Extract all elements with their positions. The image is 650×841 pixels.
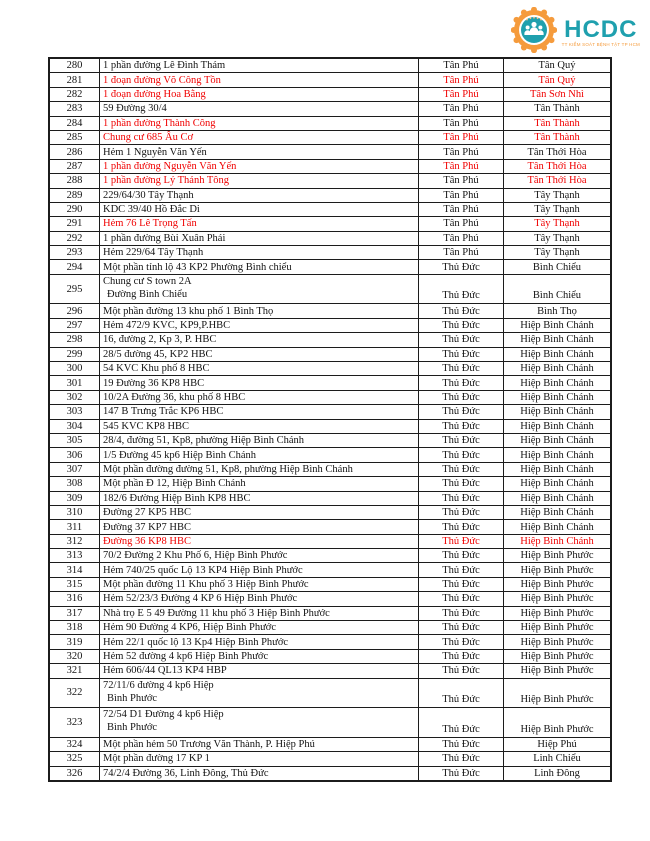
ward-cell: Hiệp Bình Chánh bbox=[504, 491, 612, 505]
row-number-cell: 302 bbox=[49, 390, 100, 404]
ward-cell: Linh Đông bbox=[504, 766, 612, 781]
row-number-cell: 290 bbox=[49, 202, 100, 216]
table-row bbox=[49, 621, 611, 635]
table-row bbox=[49, 477, 611, 491]
address-cell: Đường 37 KP7 HBC bbox=[100, 520, 419, 534]
row-number-cell: 284 bbox=[49, 116, 100, 130]
district-cell: Thủ Đức bbox=[419, 505, 504, 519]
address-line-1: Chung cư S town 2A bbox=[103, 275, 192, 287]
table-row bbox=[49, 491, 611, 505]
address-cell: 54 KVC Khu phố 8 HBC bbox=[100, 362, 419, 376]
ward-cell: Tân Sơn Nhì bbox=[504, 87, 612, 101]
district-cell: Thủ Đức bbox=[419, 606, 504, 620]
table-row bbox=[49, 202, 611, 216]
row-number-cell: 317 bbox=[49, 606, 100, 620]
ward-cell: Hiệp Bình Chánh bbox=[504, 477, 612, 491]
district-cell: Thủ Đức bbox=[419, 405, 504, 419]
table-row bbox=[49, 260, 611, 274]
address-cell: 28/4, đường 51, Kp8, phường Hiệp Bình Chánh bbox=[100, 433, 419, 447]
ward-cell: Hiệp Bình Phước bbox=[504, 563, 612, 577]
table-row bbox=[49, 520, 611, 534]
district-cell: Tân Phú bbox=[419, 87, 504, 101]
table-row bbox=[49, 318, 611, 332]
row-number-cell: 294 bbox=[49, 260, 100, 274]
ward-cell: Tân Quý bbox=[504, 73, 612, 87]
ward-cell: Hiệp Bình Phước bbox=[504, 549, 612, 563]
hcdc-acronym: HCDC bbox=[564, 15, 638, 43]
row-number-cell: 311 bbox=[49, 520, 100, 534]
row-number-cell: 289 bbox=[49, 188, 100, 202]
address-cell: 1 phần đường Lý Thánh Tông bbox=[100, 174, 419, 188]
district-cell: Tân Phú bbox=[419, 188, 504, 202]
row-number-cell: 301 bbox=[49, 376, 100, 390]
table-row bbox=[49, 87, 611, 101]
table-row bbox=[49, 174, 611, 188]
address-cell: Một phần tỉnh lộ 43 KP2 Phường Bình chiểu bbox=[100, 260, 419, 274]
ward-cell: Hiệp Bình Phước bbox=[504, 621, 612, 635]
district-cell: Thủ Đức bbox=[419, 362, 504, 376]
ward-cell: Hiệp Bình Phước bbox=[504, 592, 612, 606]
ward-cell: Hiệp Bình Chánh bbox=[504, 534, 612, 548]
district-cell: Tân Phú bbox=[419, 246, 504, 260]
address-cell: Một phần Đ 12, Hiệp Bình Chánh bbox=[100, 477, 419, 491]
address-cell: 1 đoạn đường Võ Công Tồn bbox=[100, 73, 419, 87]
table-row bbox=[49, 433, 611, 447]
table-row bbox=[49, 102, 611, 116]
row-number-cell: 318 bbox=[49, 621, 100, 635]
address-line-2: Bình Phước bbox=[107, 692, 158, 704]
address-cell: 229/64/30 Tây Thạnh bbox=[100, 188, 419, 202]
ward-cell: Hiệp Bình Chánh bbox=[504, 520, 612, 534]
ward-cell: Tân Quý bbox=[504, 58, 612, 73]
district-cell: Tân Phú bbox=[419, 102, 504, 116]
table-row bbox=[49, 116, 611, 130]
ward-cell: Tây Thạnh bbox=[504, 188, 612, 202]
district-cell: Thủ Đức bbox=[419, 737, 504, 751]
address-cell: Hẻm 22/1 quốc lộ 13 Kp4 Hiệp Bình Phước bbox=[100, 635, 419, 649]
district-cell: Tân Phú bbox=[419, 130, 504, 144]
row-number-cell: 307 bbox=[49, 462, 100, 476]
address-cell bbox=[100, 274, 419, 304]
district-cell: Thủ Đức bbox=[419, 462, 504, 476]
address-line-1: 72/54 D1 Đường 4 kp6 Hiệp bbox=[103, 709, 224, 721]
address-cell: 1 đoạn đường Hoa Bằng bbox=[100, 87, 419, 101]
address-cell: 147 B Trưng Trắc KP6 HBC bbox=[100, 405, 419, 419]
district-cell: Tân Phú bbox=[419, 145, 504, 159]
ward-cell: Hiệp Bình Chánh bbox=[504, 376, 612, 390]
row-number-cell: 288 bbox=[49, 174, 100, 188]
district-cell: Thủ Đức bbox=[419, 477, 504, 491]
address-cell: Hẻm 52/23/3 Đường 4 KP 6 Hiệp Bình Phước bbox=[100, 592, 419, 606]
district-cell: Thủ Đức bbox=[419, 274, 504, 304]
district-cell: Thủ Đức bbox=[419, 491, 504, 505]
district-cell: Tân Phú bbox=[419, 116, 504, 130]
district-cell: Thủ Đức bbox=[419, 649, 504, 663]
table-row bbox=[49, 419, 611, 433]
district-cell: Thủ Đức bbox=[419, 390, 504, 404]
ward-cell: Hiệp Bình Chánh bbox=[504, 362, 612, 376]
table-row bbox=[49, 708, 611, 738]
row-number-cell: 295 bbox=[49, 274, 100, 304]
district-cell: Thủ Đức bbox=[419, 592, 504, 606]
address-cell: Một phần đường 13 khu phố 1 Bình Thọ bbox=[100, 304, 419, 318]
table-row bbox=[49, 462, 611, 476]
address-cell: 59 Đường 30/4 bbox=[100, 102, 419, 116]
ward-cell: Hiệp Bình Chánh bbox=[504, 433, 612, 447]
address-cell: Hẻm 1 Nguyễn Văn Yến bbox=[100, 145, 419, 159]
ward-cell: Tây Thạnh bbox=[504, 202, 612, 216]
address-cell: Hẻm 52 đường 4 kp6 Hiệp Bình Phước bbox=[100, 649, 419, 663]
district-cell: Thủ Đức bbox=[419, 549, 504, 563]
district-cell: Tân Phú bbox=[419, 159, 504, 173]
row-number-cell: 285 bbox=[49, 130, 100, 144]
district-cell: Thủ Đức bbox=[419, 534, 504, 548]
row-number-cell: 293 bbox=[49, 246, 100, 260]
district-cell: Tân Phú bbox=[419, 217, 504, 231]
district-cell: Thủ Đức bbox=[419, 708, 504, 738]
district-cell: Thủ Đức bbox=[419, 577, 504, 591]
address-cell: Đường 27 KP5 HBC bbox=[100, 505, 419, 519]
ward-cell: Hiệp Bình Phước bbox=[504, 678, 612, 708]
ward-cell: Hiệp Bình Chánh bbox=[504, 448, 612, 462]
row-number-cell: 314 bbox=[49, 563, 100, 577]
ward-cell: Bình Thọ bbox=[504, 304, 612, 318]
ward-cell: Hiệp Bình Chánh bbox=[504, 347, 612, 361]
address-line-2: Bình Phước bbox=[107, 722, 158, 734]
address-cell: 70/2 Đường 2 Khu Phố 6, Hiệp Bình Phước bbox=[100, 549, 419, 563]
table-row bbox=[49, 534, 611, 548]
table-row bbox=[49, 752, 611, 766]
district-cell: Thủ Đức bbox=[419, 448, 504, 462]
ward-cell: Tân Thành bbox=[504, 116, 612, 130]
row-number-cell: 283 bbox=[49, 102, 100, 116]
address-cell: 19 Đường 36 KP8 HBC bbox=[100, 376, 419, 390]
table-row bbox=[49, 549, 611, 563]
ward-cell: Hiệp Bình Phước bbox=[504, 664, 612, 678]
district-cell: Thủ Đức bbox=[419, 433, 504, 447]
address-cell: Hẻm 740/25 quốc Lộ 13 KP4 Hiệp Bình Phước bbox=[100, 563, 419, 577]
district-cell: Thủ Đức bbox=[419, 766, 504, 781]
table-row bbox=[49, 390, 611, 404]
row-number-cell: 297 bbox=[49, 318, 100, 332]
ward-cell: Hiệp Bình Phước bbox=[504, 635, 612, 649]
address-cell: 10/2A Đường 36, khu phố 8 HBC bbox=[100, 390, 419, 404]
address-cell: 16, đường 2, Kp 3, P. HBC bbox=[100, 333, 419, 347]
ward-cell: Hiệp Bình Phước bbox=[504, 708, 612, 738]
table-row bbox=[49, 333, 611, 347]
ward-cell: Tân Thành bbox=[504, 130, 612, 144]
table-row bbox=[49, 766, 611, 781]
row-number-cell: 282 bbox=[49, 87, 100, 101]
district-cell: Thủ Đức bbox=[419, 376, 504, 390]
address-cell: Một phần hẻm 50 Trương Văn Thành, P. Hiệp Phú bbox=[100, 737, 419, 751]
address-cell: Hẻm 472/9 KVC, KP9,P.HBC bbox=[100, 318, 419, 332]
address-cell: Hẻm 76 Lê Trọng Tấn bbox=[100, 217, 419, 231]
row-number-cell: 316 bbox=[49, 592, 100, 606]
ward-cell: Hiệp Bình Phước bbox=[504, 577, 612, 591]
district-cell: Thủ Đức bbox=[419, 333, 504, 347]
row-number-cell: 304 bbox=[49, 419, 100, 433]
table-row bbox=[49, 664, 611, 678]
row-number-cell: 300 bbox=[49, 362, 100, 376]
table-row bbox=[49, 188, 611, 202]
ward-cell: Hiệp Bình Chánh bbox=[504, 419, 612, 433]
table-row bbox=[49, 73, 611, 87]
district-cell: Thủ Đức bbox=[419, 678, 504, 708]
ward-cell: Hiệp Bình Chánh bbox=[504, 505, 612, 519]
address-cell: Hẻm 606/44 QL13 KP4 HBP bbox=[100, 664, 419, 678]
table-row bbox=[49, 448, 611, 462]
row-number-cell: 280 bbox=[49, 58, 100, 73]
ward-cell: Linh Chiểu bbox=[504, 752, 612, 766]
row-number-cell: 291 bbox=[49, 217, 100, 231]
address-cell: Một phần đường đường 51, Kp8, phường Hiệp Bình Chánh bbox=[100, 462, 419, 476]
district-cell: Tân Phú bbox=[419, 58, 504, 73]
district-cell: Thủ Đức bbox=[419, 318, 504, 332]
address-cell: Chung cư 685 Âu Cơ bbox=[100, 130, 419, 144]
table-row bbox=[49, 376, 611, 390]
table-row bbox=[49, 505, 611, 519]
table-row bbox=[49, 145, 611, 159]
table-row bbox=[49, 274, 611, 304]
table-row bbox=[49, 649, 611, 663]
row-number-cell: 281 bbox=[49, 73, 100, 87]
row-number-cell: 315 bbox=[49, 577, 100, 591]
address-cell: 1 phần đường Nguyễn Văn Yến bbox=[100, 159, 419, 173]
row-number-cell: 309 bbox=[49, 491, 100, 505]
table-row bbox=[49, 405, 611, 419]
district-cell: Thủ Đức bbox=[419, 260, 504, 274]
row-number-cell: 322 bbox=[49, 678, 100, 708]
ward-cell: Bình Chiểu bbox=[504, 260, 612, 274]
address-cell bbox=[100, 678, 419, 708]
address-cell: 74/2/4 Đường 36, Linh Đông, Thủ Đức bbox=[100, 766, 419, 781]
ward-cell: Tân Thới Hòa bbox=[504, 159, 612, 173]
address-cell: 28/5 đường 45, KP2 HBC bbox=[100, 347, 419, 361]
district-cell: Thủ Đức bbox=[419, 419, 504, 433]
district-cell: Thủ Đức bbox=[419, 520, 504, 534]
table-row bbox=[49, 246, 611, 260]
address-cell: KDC 39/40 Hồ Đắc Di bbox=[100, 202, 419, 216]
row-number-cell: 313 bbox=[49, 549, 100, 563]
district-cell: Tân Phú bbox=[419, 73, 504, 87]
ward-cell: Hiệp Bình Chánh bbox=[504, 333, 612, 347]
ward-cell: Bình Chiểu bbox=[504, 274, 612, 304]
row-number-cell: 299 bbox=[49, 347, 100, 361]
address-cell: 1 phần đường Bùi Xuân Phái bbox=[100, 231, 419, 245]
row-number-cell: 305 bbox=[49, 433, 100, 447]
district-cell: Thủ Đức bbox=[419, 635, 504, 649]
row-number-cell: 303 bbox=[49, 405, 100, 419]
ward-cell: Tây Thạnh bbox=[504, 231, 612, 245]
row-number-cell: 321 bbox=[49, 664, 100, 678]
address-cell: Một phần đường 17 KP 1 bbox=[100, 752, 419, 766]
row-number-cell: 292 bbox=[49, 231, 100, 245]
address-cell: Đường 36 KP8 HBC bbox=[100, 534, 419, 548]
hcdc-tagline: TT KIỂM SOÁT BỆNH TẬT TP HCM bbox=[561, 41, 640, 47]
address-line-2: Đường Bình Chiểu bbox=[107, 288, 188, 300]
district-cell: Thủ Đức bbox=[419, 621, 504, 635]
table-row bbox=[49, 592, 611, 606]
row-number-cell: 287 bbox=[49, 159, 100, 173]
district-cell: Tân Phú bbox=[419, 231, 504, 245]
district-cell: Thủ Đức bbox=[419, 752, 504, 766]
address-cell: Một phần đường 11 Khu phố 3 Hiệp Bình Phước bbox=[100, 577, 419, 591]
ward-cell: Hiệp Bình Chánh bbox=[504, 405, 612, 419]
row-number-cell: 296 bbox=[49, 304, 100, 318]
address-cell: 1 phần đường Thành Công bbox=[100, 116, 419, 130]
row-number-cell: 324 bbox=[49, 737, 100, 751]
table-row bbox=[49, 159, 611, 173]
locations-table-wrapper bbox=[48, 57, 612, 782]
hcdc-logo-icon bbox=[511, 7, 557, 58]
ward-cell: Hiệp Bình Chánh bbox=[504, 318, 612, 332]
address-line-1: 72/11/6 đường 4 kp6 Hiệp bbox=[103, 679, 214, 691]
district-cell: Thủ Đức bbox=[419, 347, 504, 361]
row-number-cell: 323 bbox=[49, 708, 100, 738]
ward-cell: Tân Thới Hòa bbox=[504, 174, 612, 188]
ward-cell: Hiệp Phú bbox=[504, 737, 612, 751]
ward-cell: Hiệp Bình Phước bbox=[504, 649, 612, 663]
ward-cell: Hiệp Bình Chánh bbox=[504, 462, 612, 476]
table-row bbox=[49, 58, 611, 73]
row-number-cell: 306 bbox=[49, 448, 100, 462]
table-row bbox=[49, 217, 611, 231]
table-row bbox=[49, 231, 611, 245]
district-cell: Thủ Đức bbox=[419, 563, 504, 577]
table-row bbox=[49, 635, 611, 649]
row-number-cell: 326 bbox=[49, 766, 100, 781]
row-number-cell: 325 bbox=[49, 752, 100, 766]
locations-table bbox=[48, 57, 612, 782]
district-cell: Thủ Đức bbox=[419, 664, 504, 678]
ward-cell: Tây Thạnh bbox=[504, 217, 612, 231]
row-number-cell: 319 bbox=[49, 635, 100, 649]
table-row bbox=[49, 577, 611, 591]
ward-cell: Hiệp Bình Chánh bbox=[504, 390, 612, 404]
address-cell: 1 phần đường Lê Đình Thám bbox=[100, 58, 419, 73]
table-row bbox=[49, 130, 611, 144]
address-cell: 545 KVC KP8 HBC bbox=[100, 419, 419, 433]
table-row bbox=[49, 347, 611, 361]
table-row bbox=[49, 563, 611, 577]
address-cell: 182/6 Đường Hiệp Bình KP8 HBC bbox=[100, 491, 419, 505]
hcdc-logo bbox=[511, 7, 640, 58]
district-cell: Thủ Đức bbox=[419, 304, 504, 318]
row-number-cell: 310 bbox=[49, 505, 100, 519]
ward-cell: Tân Thới Hòa bbox=[504, 145, 612, 159]
table-row bbox=[49, 737, 611, 751]
address-cell: 1/5 Đường 45 kp6 Hiệp Bình Chánh bbox=[100, 448, 419, 462]
table-row bbox=[49, 606, 611, 620]
table-row bbox=[49, 678, 611, 708]
row-number-cell: 312 bbox=[49, 534, 100, 548]
address-cell: Nhà trọ E 5 49 Đường 11 khu phố 3 Hiệp Bình Phước bbox=[100, 606, 419, 620]
ward-cell: Tây Thạnh bbox=[504, 246, 612, 260]
row-number-cell: 320 bbox=[49, 649, 100, 663]
row-number-cell: 308 bbox=[49, 477, 100, 491]
ward-cell: Hiệp Bình Phước bbox=[504, 606, 612, 620]
table-body bbox=[49, 58, 611, 781]
hcdc-logo-text bbox=[561, 15, 640, 48]
table-row bbox=[49, 362, 611, 376]
row-number-cell: 286 bbox=[49, 145, 100, 159]
ward-cell: Tân Thành bbox=[504, 102, 612, 116]
district-cell: Tân Phú bbox=[419, 202, 504, 216]
address-cell: Hẻm 90 Đường 4 KP6, Hiệp Bình Phước bbox=[100, 621, 419, 635]
address-cell: Hẻm 229/64 Tây Thạnh bbox=[100, 246, 419, 260]
table-row bbox=[49, 304, 611, 318]
district-cell: Tân Phú bbox=[419, 174, 504, 188]
row-number-cell: 298 bbox=[49, 333, 100, 347]
address-cell bbox=[100, 708, 419, 738]
